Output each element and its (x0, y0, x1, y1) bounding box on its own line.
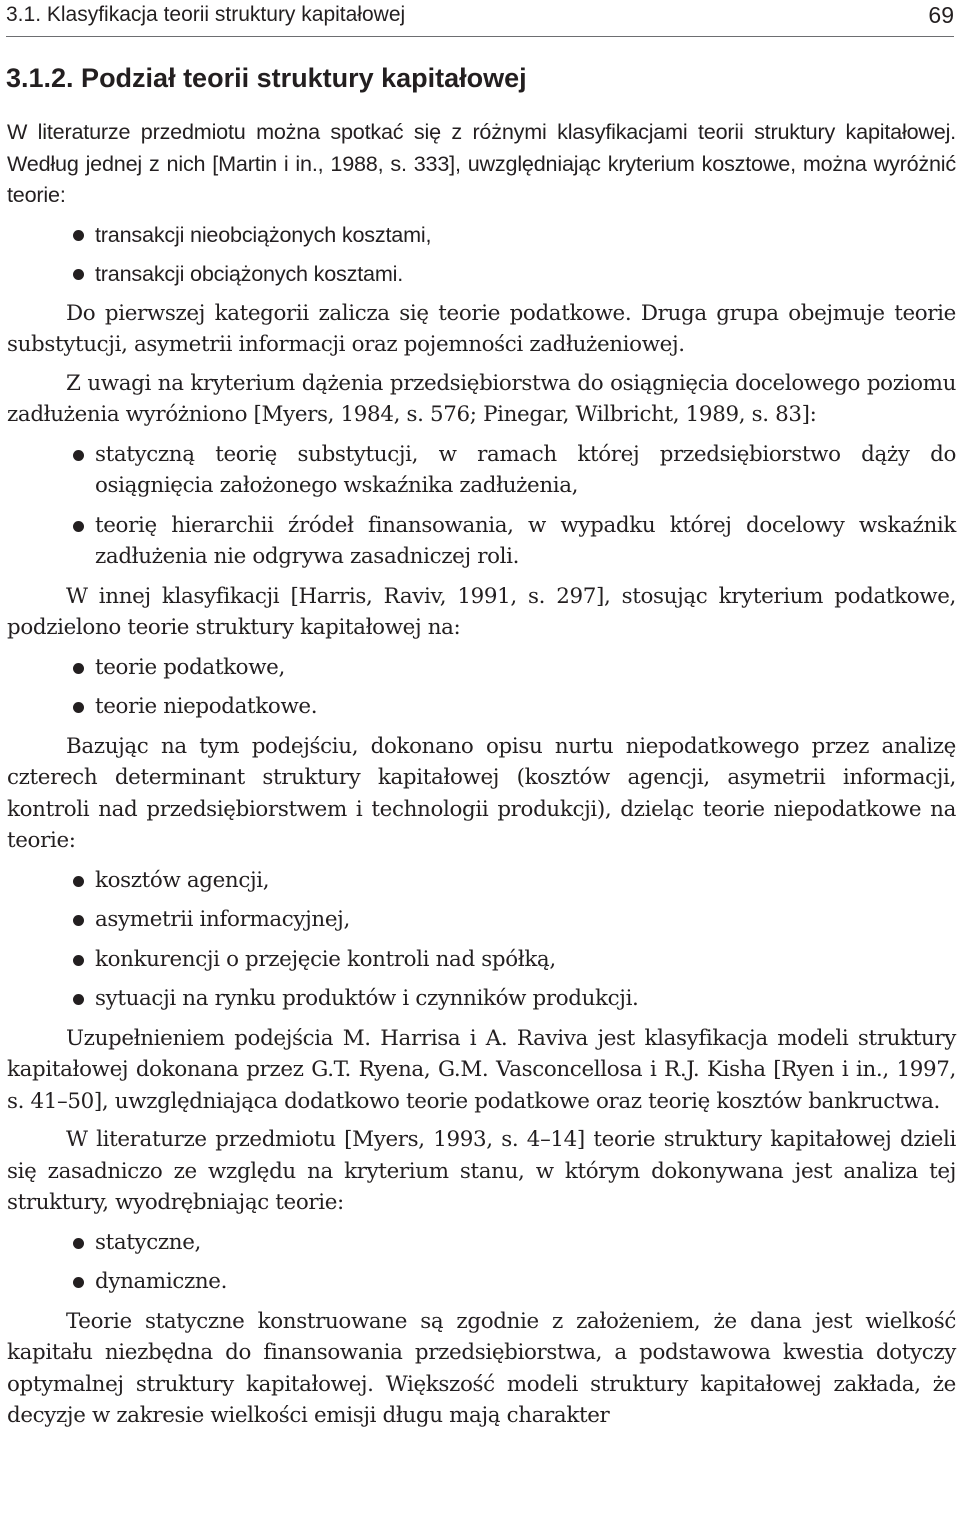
list-item-text: transakcji nieobciążonych kosztami, (95, 221, 432, 247)
paragraph-3: Z uwagi na kryterium dążenia przedsiębiorstwa do osiągnięcia docelowego poziomu zadłużenia wyróżniono [Myers, 1984, s. 576; Pinegar, Wilbricht, 1989, s. 83]: (7, 370, 956, 427)
list-item (7, 944, 956, 976)
bullet-list-3 (7, 652, 956, 723)
section-heading: 3.1.2. Podział teorii struktury kapitałowej (6, 63, 527, 93)
bullet-list-1 (7, 219, 956, 290)
list-item-text: kosztów agencji, (95, 867, 270, 893)
bullet-list-2 (7, 439, 956, 573)
list-item (7, 652, 956, 684)
list-item-text: asymetrii informacyjnej, (95, 907, 350, 932)
paragraph-4: W innej klasyfikacji [Harris, Raviv, 1991, s. 297], stosując kryterium podatkowe, podzielono teorie struktury kapitałowej na: (7, 583, 956, 640)
list-item (7, 904, 956, 936)
list-item (7, 439, 956, 502)
paragraph-2: Do pierwszej kategorii zalicza się teorie podatkowe. Druga grupa obejmuje teorie substytucji, asymetrii informacji oraz pojemności zadłużeniowej. (7, 300, 956, 357)
list-item (7, 1227, 956, 1259)
list-item-text: teorię hierarchii źródeł finansowania, w wypadku której docelowy wskaźnik zadłużenia nie odgrywa zasadniczej roli. (95, 512, 956, 569)
paragraph-6: Uzupełnieniem podejścia M. Harrisa i A. Raviva jest klasyfikacja modeli struktury kapitałowej dokonana przez G.T. Ryena, G.M. Vasconcellosa i R.J. Kisha [Ryen i in., 1997, s. 41–50], uwzględniająca dodatkowo teorie podatkowe oraz teorię kosztów bankructwa. (7, 1025, 956, 1114)
list-item (7, 219, 956, 251)
list-item-text: teorie podatkowe, (95, 654, 285, 680)
paragraph-8: Teorie statyczne konstruowane są zgodnie z założeniem, że dana jest wielkość kapitału niezbędna do finansowania przedsiębiorstwa, a podstawowa kwestia dotyczy optymalnej struktury kapitałowej. Większość modeli struktury kapitałowej zakłada, że decyzje w zakresie wielkości emisji długu mają charakter (7, 1308, 956, 1428)
bullet-list-4 (7, 865, 956, 1015)
running-head-title: 3.1. Klasyfikacja teorii struktury kapitałowej (6, 3, 406, 26)
list-item-text: teorie niepodatkowe. (95, 694, 318, 719)
list-item (7, 691, 956, 723)
bullet-list-5 (7, 1227, 956, 1298)
paragraph-1: W literaturze przedmiotu można spotkać się z różnymi klasyfikacjami teorii struktury kapitałowej. Według jednej z nich [Martin i in., 1988, s. 333], uwzględniając kryterium kosztowe, można wyróżnić teorie: (7, 119, 956, 207)
page-number: 69 (928, 2, 954, 28)
list-item (7, 510, 956, 573)
list-item-text: statyczne, (95, 1229, 201, 1255)
list-item-text: statyczną teorię substytucji, w ramach której przedsiębiorstwo dąży do osiągnięcia założonego wskaźnika zadłużenia, (95, 441, 956, 498)
list-item-text: transakcji obciążonych kosztami. (95, 261, 404, 286)
running-head (6, 0, 954, 30)
list-item (7, 865, 956, 897)
list-item (7, 258, 956, 290)
list-item (7, 1266, 956, 1298)
body-text (7, 116, 956, 1432)
list-item-text: sytuacji na rynku produktów i czynników produkcji. (95, 986, 639, 1011)
paragraph-5: Bazując na tym podejściu, dokonano opisu nurtu niepodatkowego przez analizę czterech determinant struktury kapitałowej (kosztów agencji, asymetrii informacji, kontroli nad przedsiębiorstwem i technologii produkcji), dzieląc teorie niepodatkowe na teorie: (7, 733, 956, 853)
paragraph-7: W literaturze przedmiotu [Myers, 1993, s. 4–14] teorie struktury kapitałowej dzieli się zasadniczo ze względu na kryterium stanu, w którym dokonywana jest analiza tej struktury, wyodrębniając teorie: (7, 1127, 956, 1215)
list-item-text: dynamiczne. (95, 1269, 228, 1294)
sans-block (7, 116, 956, 290)
list-item-text: konkurencji o przejęcie kontroli nad spółką, (95, 946, 556, 972)
header-rule (6, 36, 954, 37)
list-item (7, 983, 956, 1015)
